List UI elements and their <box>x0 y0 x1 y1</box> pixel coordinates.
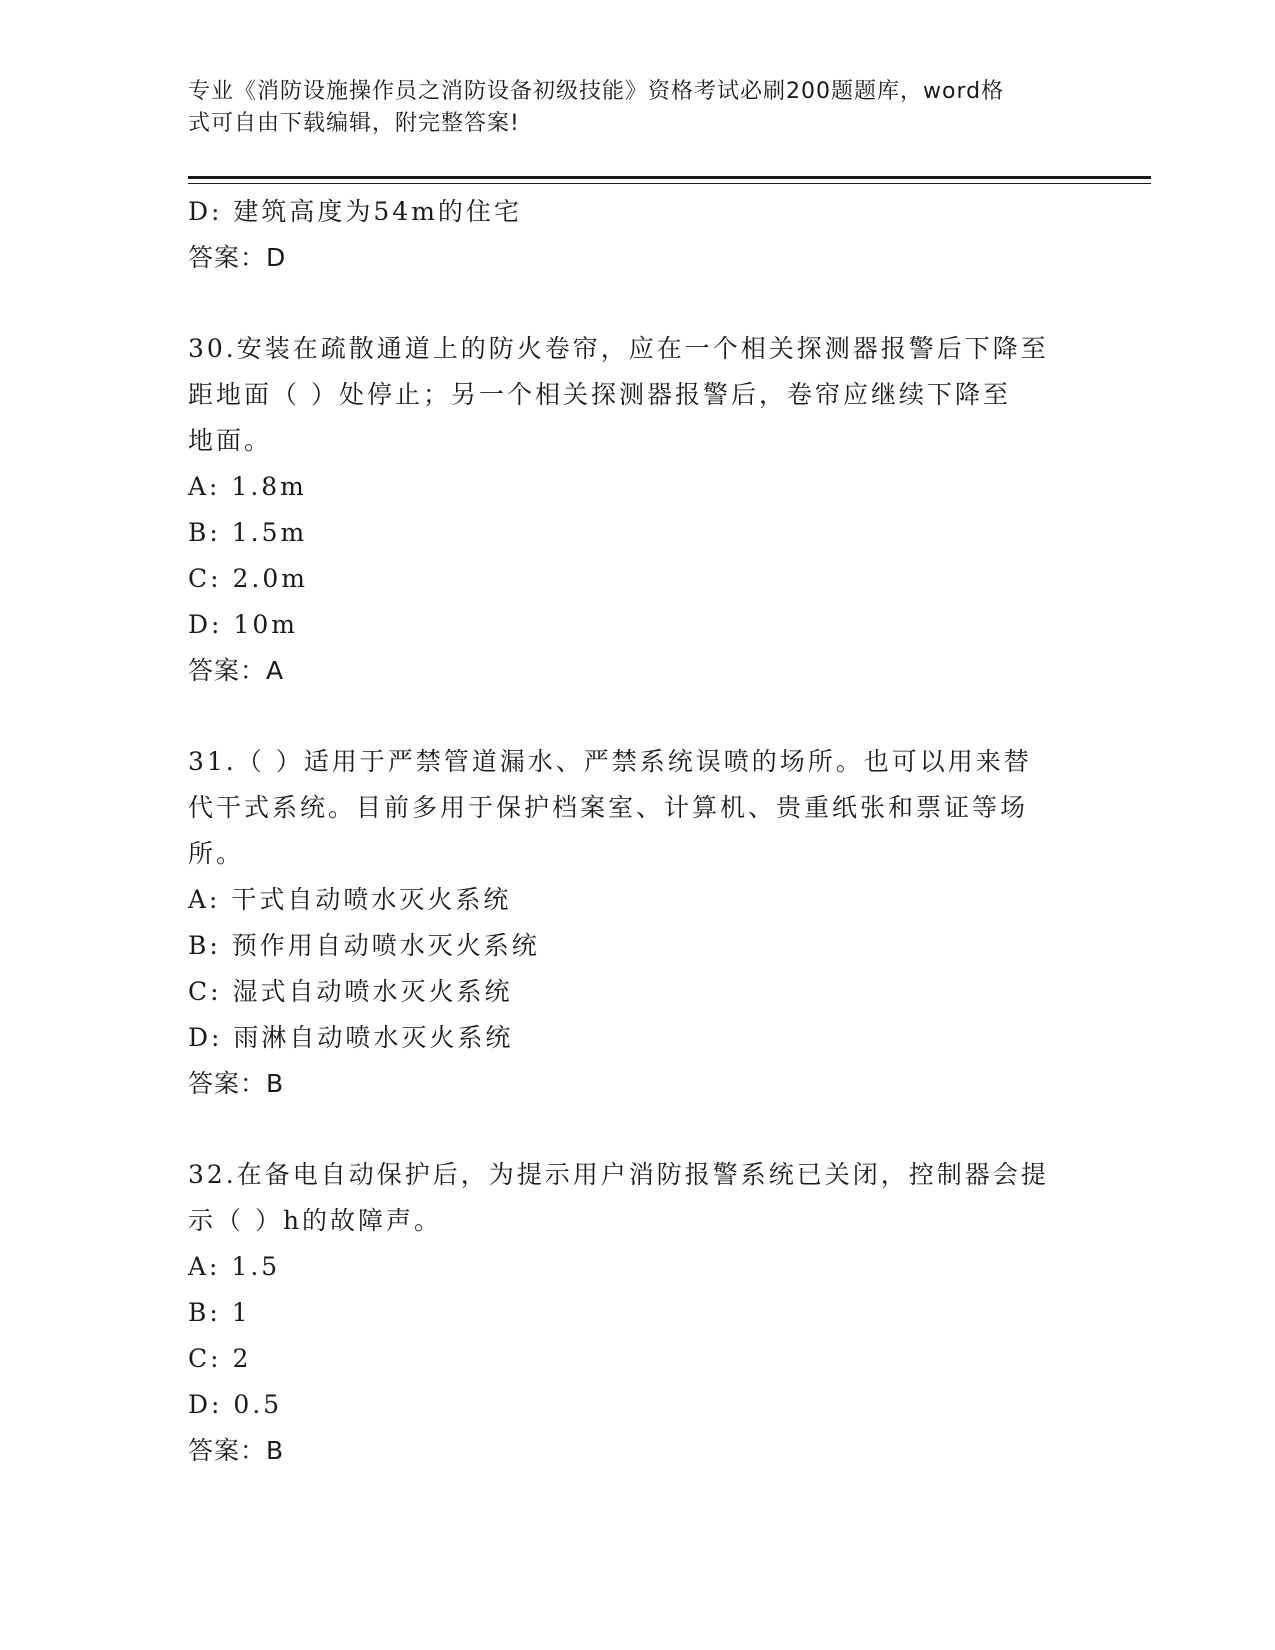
question-stem-line: 地面。 <box>188 426 273 455</box>
answer-line: 答案：D <box>188 243 287 272</box>
header-line-2: 式可自由下载编辑，附完整答案! <box>188 111 520 136</box>
question-32 <box>188 1152 1088 1474</box>
option-d: D: 建筑高度为54m的住宅 <box>188 197 522 226</box>
question-stem-line: 示（ ）h的故障声。 <box>188 1206 443 1235</box>
question-stem-line: 30.安装在疏散通道上的防火卷帘，应在一个相关探测器报警后下降至 <box>188 334 1049 363</box>
header-divider-thick <box>188 176 1151 179</box>
answer-line: 答案：B <box>188 1069 285 1098</box>
document-header <box>188 76 1068 140</box>
answer-line: 答案：B <box>188 1436 285 1465</box>
question-stem-line: 31.（ ）适用于严禁管道漏水、严禁系统误喷的场所。也可以用来替 <box>188 747 1032 776</box>
header-divider-thin <box>188 183 1151 184</box>
question-31 <box>188 739 1088 1107</box>
option-b: B: 1 <box>188 1298 251 1327</box>
option-d: D: 雨淋自动喷水灭火系统 <box>188 1023 514 1052</box>
header-line-1: 专业《消防设施操作员之消防设备初级技能》资格考试必刷200题题库，word格 <box>188 79 1005 104</box>
option-a: A: 干式自动喷水灭火系统 <box>188 885 512 914</box>
question-stem-line: 32.在备电自动保护后，为提示用户消防报警系统已关闭，控制器会提 <box>188 1160 1049 1189</box>
option-d: D: 10m <box>188 610 298 639</box>
question-list <box>188 189 1088 1474</box>
option-b: B: 1.5m <box>188 518 308 547</box>
question-29-tail <box>188 189 1088 281</box>
question-stem-line: 所。 <box>188 839 245 868</box>
question-stem-line: 距地面（ ）处停止；另一个相关探测器报警后，卷帘应继续下降至 <box>188 380 1011 409</box>
question-30 <box>188 326 1088 694</box>
question-stem-line: 代干式系统。目前多用于保护档案室、计算机、贵重纸张和票证等场 <box>188 793 1029 822</box>
option-a: A: 1.8m <box>188 472 307 501</box>
option-c: C: 湿式自动喷水灭火系统 <box>188 977 513 1006</box>
option-d: D: 0.5 <box>188 1390 283 1419</box>
option-c: C: 2.0m <box>188 564 308 593</box>
option-c: C: 2 <box>188 1344 252 1373</box>
answer-line: 答案：A <box>188 656 285 685</box>
option-a: A: 1.5 <box>188 1252 281 1281</box>
option-b: B: 预作用自动喷水灭火系统 <box>188 931 540 960</box>
